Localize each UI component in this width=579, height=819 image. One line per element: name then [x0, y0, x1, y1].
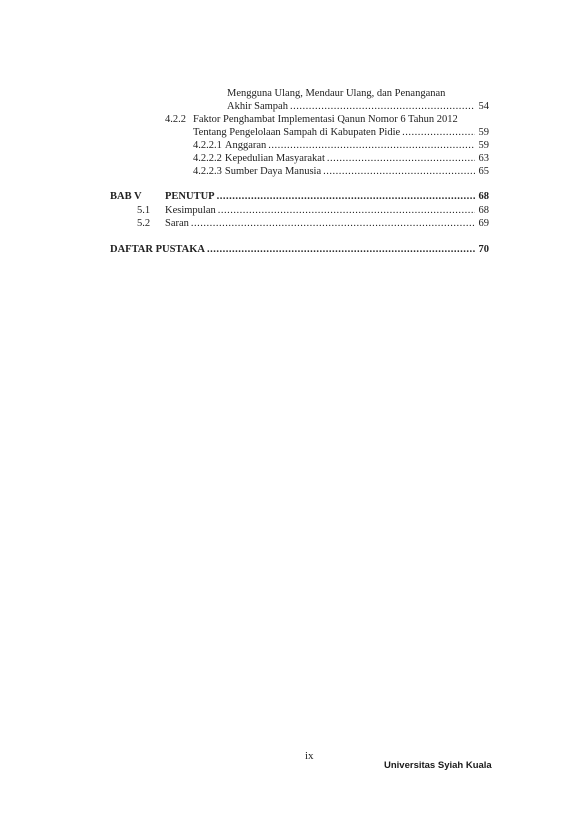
toc-page-number: 70	[478, 244, 489, 255]
toc-page-number: 69	[478, 218, 489, 229]
toc-chapter-row	[110, 243, 489, 256]
toc-entry-continuation-line1: Mengguna Ulang, Mendaur Ulang, dan Penanganan	[227, 88, 446, 99]
page-number: ix	[305, 750, 314, 762]
toc-dot-leader	[290, 100, 475, 113]
toc-dot-leader	[268, 139, 475, 152]
toc-entry-title: Saran	[165, 218, 189, 229]
toc-dot-leader	[327, 152, 475, 165]
toc-dot-leader	[402, 126, 475, 139]
toc-entry-row	[193, 126, 489, 139]
toc-dot-leader	[323, 165, 475, 178]
toc-entry-title-line1: Faktor Penghambat Implementasi Qanun Nomor 6 Tahun 2012	[193, 114, 458, 125]
toc-dot-leader	[191, 217, 475, 230]
toc-entry-row	[165, 217, 489, 230]
institution-name: Universitas Syiah Kuala	[384, 760, 492, 771]
toc-entry-title: Anggaran	[224, 140, 267, 151]
toc-page-number: 68	[478, 191, 489, 202]
toc-entry-number: 5.2	[137, 218, 151, 229]
toc-entry-number: 4.2.2.3	[193, 166, 222, 177]
toc-page-number: 65	[478, 166, 489, 177]
toc-entry-title: Tentang Pengelolaan Sampah di Kabupaten Pidie	[193, 127, 401, 138]
toc-entry-title: Akhir Sampah	[227, 101, 288, 112]
toc-page-number: 59	[478, 140, 489, 151]
toc-entry-number: 5.1	[137, 205, 151, 216]
toc-chapter-label: BAB V	[110, 191, 142, 202]
toc-entry-row	[165, 204, 489, 217]
toc-page-number: 63	[478, 153, 489, 164]
toc-entry-title: Kepedulian Masyarakat	[224, 153, 325, 164]
toc-entry-row	[193, 165, 489, 178]
toc-page-number: 68	[478, 205, 489, 216]
toc-bibliography-title: DAFTAR PUSTAKA	[110, 244, 205, 255]
toc-entry-title: Sumber Daya Manusia	[224, 166, 322, 177]
toc-entry-title: Kesimpulan	[165, 205, 216, 216]
toc-dot-leader	[217, 190, 475, 203]
toc-chapter-title: PENUTUP	[165, 191, 215, 202]
toc-chapter-row	[165, 190, 489, 203]
toc-dot-leader	[218, 204, 475, 217]
toc-entry-row	[227, 100, 489, 113]
toc-entry-row	[193, 152, 489, 165]
toc-dot-leader	[207, 243, 475, 256]
toc-entry-row	[193, 139, 489, 152]
toc-page-number: 54	[478, 101, 489, 112]
toc-page-number: 59	[478, 127, 489, 138]
toc-entry-number: 4.2.2.1	[193, 140, 222, 151]
toc-entry-number: 4.2.2	[165, 114, 186, 125]
toc-entry-number: 4.2.2.2	[193, 153, 222, 164]
